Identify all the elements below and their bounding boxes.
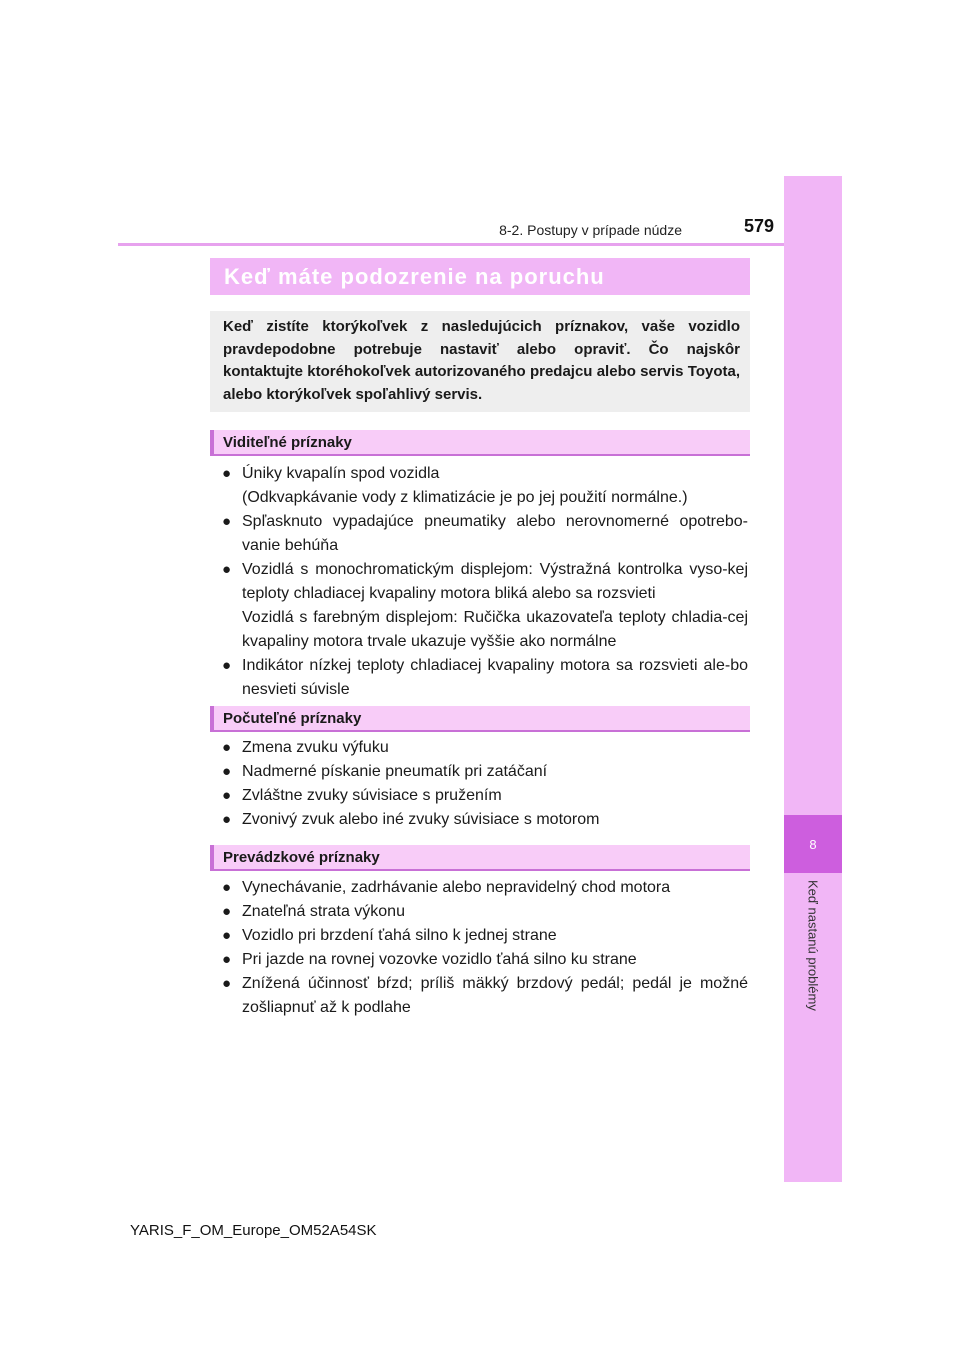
header-divider	[118, 243, 784, 246]
list-item-text: Znateľná strata výkonu	[242, 903, 405, 920]
operational-symptoms-list	[222, 876, 748, 1020]
list-item-text: Nadmerné pískanie pneumatík pri zatáčaní	[242, 763, 548, 780]
list-item-text: Zvonivý zvuk alebo iné zvuky súvisiace s motorom	[242, 811, 600, 828]
list-item-text: Vozidlá s monochromatickým displejom: Výstražná kontrolka vyso-kej teploty chladiacej kvapaliny motora bliká alebo sa rozsvieti Vozidlá s farebným displejom: Ručička ukazovateľa teploty chladia-cej kvapaliny motora trvale ukazuje vyššie ako normálne	[242, 561, 748, 650]
bullet-icon: ●	[222, 903, 232, 920]
list-item	[222, 736, 748, 760]
list-item-text: Znížená účinnosť bŕzd; príliš mäkký brzdový pedál; pedál je možné zošliapnuť až k podlahe	[242, 975, 748, 1016]
header-section-title: 8-2. Postupy v prípade núdze	[499, 222, 682, 238]
document-footer-code: YARIS_F_OM_Europe_OM52A54SK	[130, 1222, 377, 1239]
list-item	[222, 462, 748, 510]
bullet-icon: ●	[222, 657, 232, 674]
chapter-number: 8	[784, 815, 842, 873]
list-item	[222, 900, 748, 924]
bullet-icon: ●	[222, 513, 232, 530]
chapter-title: Keď nastanú problémy	[805, 880, 821, 1011]
bullet-icon: ●	[222, 975, 232, 992]
list-item	[222, 760, 748, 784]
list-item	[222, 784, 748, 808]
list-item	[222, 948, 748, 972]
audible-symptoms-list	[222, 736, 748, 832]
list-item	[222, 876, 748, 900]
bullet-icon: ●	[222, 951, 232, 968]
list-item	[222, 972, 748, 1020]
bullet-icon: ●	[222, 787, 232, 804]
list-item-text: Pri jazde na rovnej vozovke vozidlo ťahá silno ku strane	[242, 951, 637, 968]
list-item-text: Vozidlo pri brzdení ťahá silno k jednej strane	[242, 927, 557, 944]
section-heading-operational: Prevádzkové príznaky	[210, 845, 750, 871]
bullet-icon: ●	[222, 465, 232, 482]
bullet-icon: ●	[222, 763, 232, 780]
list-item	[222, 510, 748, 558]
page-title: Keď máte podozrenie na poruchu	[210, 258, 750, 295]
list-item-text: Indikátor nízkej teploty chladiacej kvapaliny motora sa rozsvieti ale-bo nesvieti súvisle	[242, 657, 748, 698]
bullet-icon: ●	[222, 561, 232, 578]
bullet-icon: ●	[222, 927, 232, 944]
list-item-text: Úniky kvapalín spod vozidla (Odkvapkávanie vody z klimatizácie je po jej použití normálne.)	[242, 465, 688, 506]
visible-symptoms-list	[222, 462, 748, 702]
section-heading-audible: Počuteľné príznaky	[210, 706, 750, 732]
section-heading-visible: Viditeľné príznaky	[210, 430, 750, 456]
list-item	[222, 558, 748, 654]
list-item-text: Vynechávanie, zadrhávanie alebo nepravidelný chod motora	[242, 879, 671, 896]
bullet-icon: ●	[222, 811, 232, 828]
list-item	[222, 924, 748, 948]
list-item	[222, 808, 748, 832]
list-item	[222, 654, 748, 702]
bullet-icon: ●	[222, 879, 232, 896]
bullet-icon: ●	[222, 739, 232, 756]
intro-box: Keď zistíte ktorýkoľvek z nasledujúcich príznakov, vaše vozidlo pravdepodobne potrebuje nastaviť alebo opraviť. Čo najskôr kontaktujte ktoréhokoľvek autorizovaného predajcu alebo servis Toyota, alebo ktorýkoľvek spoľahlivý servis.	[210, 311, 750, 412]
list-item-text: Spľasknuto vypadajúce pneumatiky alebo nerovnomerné opotrebo-vanie behúňa	[242, 513, 748, 554]
list-item-text: Zmena zvuku výfuku	[242, 739, 389, 756]
page-number: 579	[743, 216, 774, 236]
list-item-text: Zvláštne zvuky súvisiace s pružením	[242, 787, 502, 804]
